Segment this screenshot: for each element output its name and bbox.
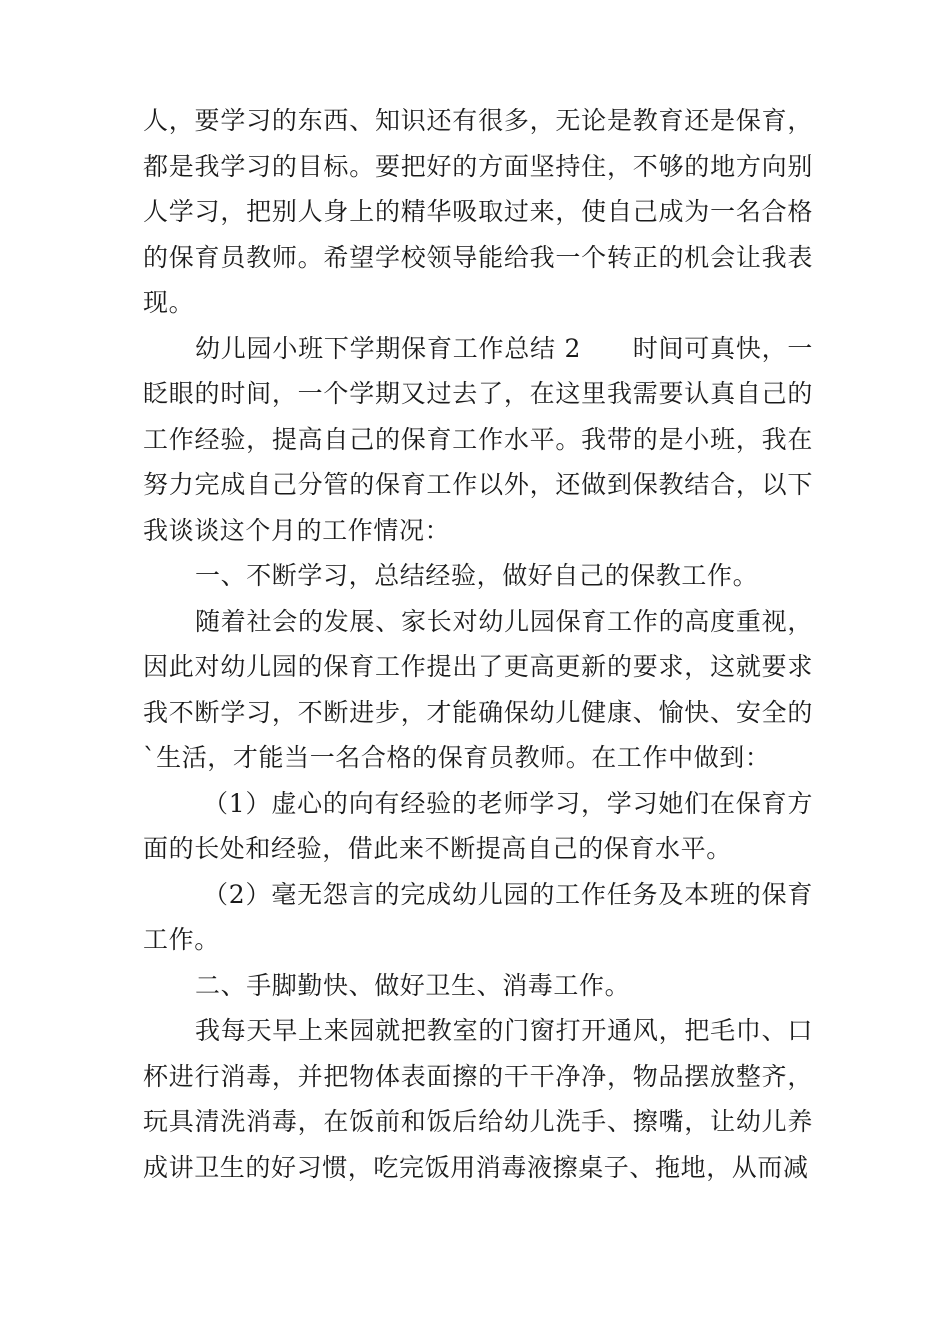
paragraph-list-item-2: （2）毫无怨言的完成幼儿园的工作任务及本班的保育工作。 (143, 879, 813, 954)
paragraph-continuation: 人，要学习的东西、知识还有很多，无论是教育还是保育，都是我学习的目标。要把好的方面坚持住，不够的地方向别人学习，把别人身上的精华吸取过来，使自己成为一名合格的保育员教师。希望学校领导能给我一个转正的机会让我表现。 (143, 106, 813, 317)
paragraph-list-item-1: （1）虚心的向有经验的老师学习，学习她们在保育方面的长处和经验，借此来不断提高自己的保育水平。 (143, 788, 813, 863)
paragraph-body: 随着社会的发展、家长对幼儿园保育工作的高度重视，因此对幼儿园的保育工作提出了更高更新的要求，这就要求我不断学习，不断进步，才能确保幼儿健康、愉快、安全的`生活，才能当一名合格的保育员教师。在工作中做到： (143, 606, 813, 772)
paragraph-body: 我每天早上来园就把教室的门窗打开通风，把毛巾、口杯进行消毒，并把物体表面擦的干干净净，物品摆放整齐，玩具清洗消毒，在饭前和饭后给幼儿洗手、擦嘴，让幼儿养成讲卫生的好习惯，吃完饭用消毒液擦桌子、拖地，从而减 (143, 1016, 813, 1182)
paragraph-section-title: 幼儿园小班下学期保育工作总结 2 时间可真快，一眨眼的时间，一个学期又过去了，在这里我需要认真自己的工作经验，提高自己的保育工作水平。我带的是小班，我在努力完成自己分管的保育工作以外，还做到保教结合，以下我谈谈这个月的工作情况： (143, 333, 813, 545)
paragraph-heading-one: 一、不断学习，总结经验，做好自己的保教工作。 (195, 561, 759, 590)
paragraph-heading-two: 二、手脚勤快、做好卫生、消毒工作。 (195, 970, 631, 1000)
document-body (143, 98, 813, 1190)
